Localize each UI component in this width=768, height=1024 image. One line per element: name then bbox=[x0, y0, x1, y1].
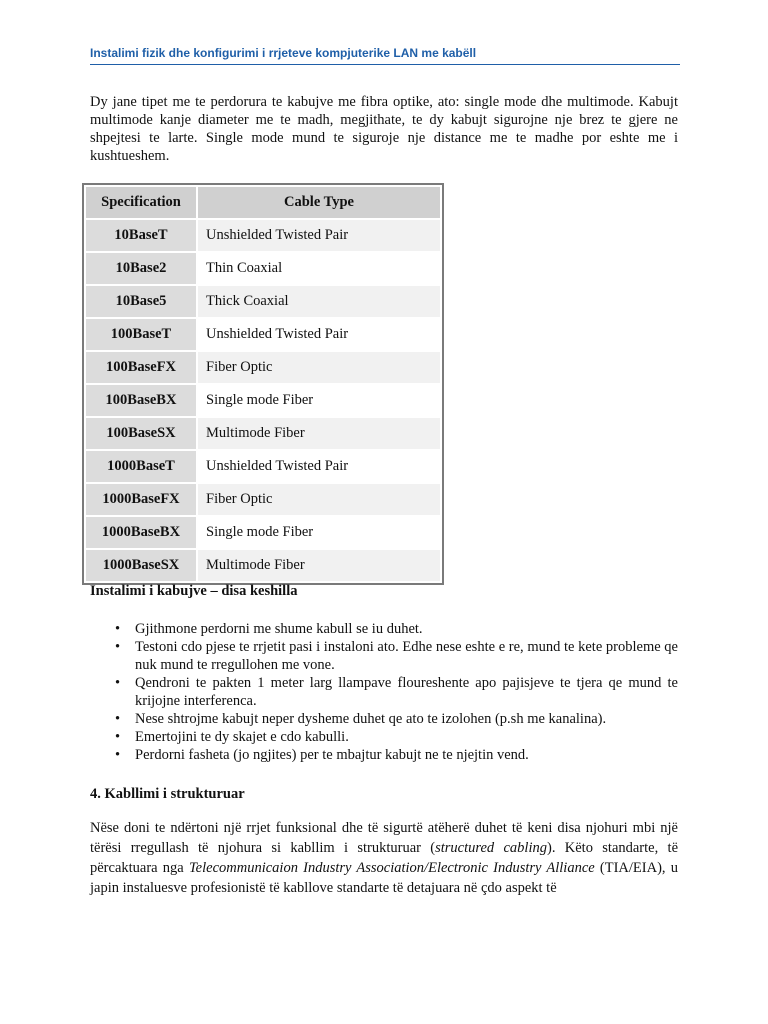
list-item-text: Gjithmone perdorni me shume kabull se iu duhet. bbox=[135, 621, 423, 637]
table-row bbox=[86, 317, 440, 350]
list-item bbox=[90, 674, 678, 710]
table-row bbox=[86, 350, 440, 383]
spec-cell: 100BaseT bbox=[86, 317, 198, 350]
spec-cell: 100BaseSX bbox=[86, 416, 198, 449]
list-item-text: Emertojini te dy skajet e cdo kabulli. bbox=[135, 729, 349, 745]
list-item bbox=[90, 620, 678, 638]
running-header: Instalimi fizik dhe konfigurimi i rrjeteve kompjuterike LAN me kabëll bbox=[90, 46, 680, 65]
cable-type-cell: Unshielded Twisted Pair bbox=[198, 449, 440, 482]
tips-heading: Instalimi i kabujve – disa keshilla bbox=[90, 583, 298, 599]
table-row bbox=[86, 482, 440, 515]
section-4-text-a: Nëse doni te ndërtoni një rrjet funksional dhe të sigurtë atëherë duhet të keni disa njohuri mbi një tërësi rregullash të njohura si kabllim i strukturuar ( bbox=[90, 820, 678, 856]
list-item-text: Testoni cdo pjese te rrjetit pasi i instaloni ato. Edhe nese eshte e re, mund te kete probleme qe nuk mund te rregullohen me vone. bbox=[135, 639, 678, 673]
cable-type-cell: Thick Coaxial bbox=[198, 284, 440, 317]
list-item bbox=[90, 710, 678, 728]
section-4-paragraph bbox=[90, 818, 678, 898]
cable-type-cell: Multimode Fiber bbox=[198, 416, 440, 449]
intro-paragraph: Dy jane tipet me te perdorura te kabujve me fibra optike, ato: single mode dhe multimode. Kabujt multimode kanje diameter me te madh, megjithate, te dy kabujt sigurojne nje brez te gjere ne shpejtesi te larte. Single mode mund te siguroje nje distance me te madhe por eshte me i kushtueshem. bbox=[90, 94, 678, 164]
cable-type-cell: Multimode Fiber bbox=[198, 548, 440, 581]
bullet-icon: • bbox=[115, 639, 121, 655]
list-item-text: Nese shtrojme kabujt neper dysheme duhet qe ato te izolohen (p.sh me kanalina). bbox=[135, 711, 607, 727]
spec-cell: 1000BaseT bbox=[86, 449, 198, 482]
table-row bbox=[86, 383, 440, 416]
section-4-em-b: Telecommunicaion Industry Association/Electronic Industry Alliance bbox=[188, 860, 595, 876]
bullet-icon: • bbox=[115, 711, 121, 727]
spec-cell: 1000BaseFX bbox=[86, 482, 198, 515]
cable-type-cell: Single mode Fiber bbox=[198, 515, 440, 548]
table-row bbox=[86, 251, 440, 284]
bullet-icon: • bbox=[115, 621, 121, 637]
spec-cell: 10BaseT bbox=[86, 218, 198, 251]
list-item-text: Perdorni fasheta (jo ngjites) per te mbajtur kabujt ne te njejtin vend. bbox=[135, 747, 529, 763]
bullet-icon: • bbox=[115, 729, 121, 745]
section-4-text-b: ). Këto standarte, të përcaktuara nga bbox=[90, 840, 679, 876]
spec-cell: 1000BaseBX bbox=[86, 515, 198, 548]
cable-spec-table bbox=[82, 183, 444, 585]
section-4-heading: 4. Kabllimi i strukturuar bbox=[90, 786, 245, 802]
list-item bbox=[90, 728, 678, 746]
cable-type-cell: Thin Coaxial bbox=[198, 251, 440, 284]
spec-cell: 100BaseFX bbox=[86, 350, 198, 383]
table-row bbox=[86, 449, 440, 482]
table-row bbox=[86, 416, 440, 449]
list-item bbox=[90, 638, 678, 674]
header-specification: Specification bbox=[86, 187, 198, 218]
cable-type-cell: Unshielded Twisted Pair bbox=[198, 218, 440, 251]
section-4-text-c: (TIA/EIA), u japin instaluesve profesionistë të kabllove standarte të detajuara në çdo aspekt të bbox=[90, 860, 678, 896]
table-row bbox=[86, 218, 440, 251]
cable-type-cell: Single mode Fiber bbox=[198, 383, 440, 416]
table-row bbox=[86, 284, 440, 317]
tips-list bbox=[90, 620, 678, 764]
table-row bbox=[86, 515, 440, 548]
section-4-em-a: structured cabling bbox=[435, 840, 547, 856]
cable-type-cell: Fiber Optic bbox=[198, 482, 440, 515]
bullet-icon: • bbox=[115, 747, 121, 763]
list-item bbox=[90, 746, 678, 764]
list-item-text: Qendroni te pakten 1 meter larg llampave floureshente apo pajisjeve te tjera qe mund te krijojne interferenca. bbox=[135, 675, 678, 709]
cable-type-cell: Fiber Optic bbox=[198, 350, 440, 383]
spec-cell: 10Base5 bbox=[86, 284, 198, 317]
spec-cell: 10Base2 bbox=[86, 251, 198, 284]
table-header-row bbox=[86, 187, 440, 218]
header-cable-type: Cable Type bbox=[198, 187, 440, 218]
cable-type-cell: Unshielded Twisted Pair bbox=[198, 317, 440, 350]
spec-cell: 1000BaseSX bbox=[86, 548, 198, 581]
bullet-icon: • bbox=[115, 675, 121, 691]
table-row bbox=[86, 548, 440, 581]
spec-cell: 100BaseBX bbox=[86, 383, 198, 416]
